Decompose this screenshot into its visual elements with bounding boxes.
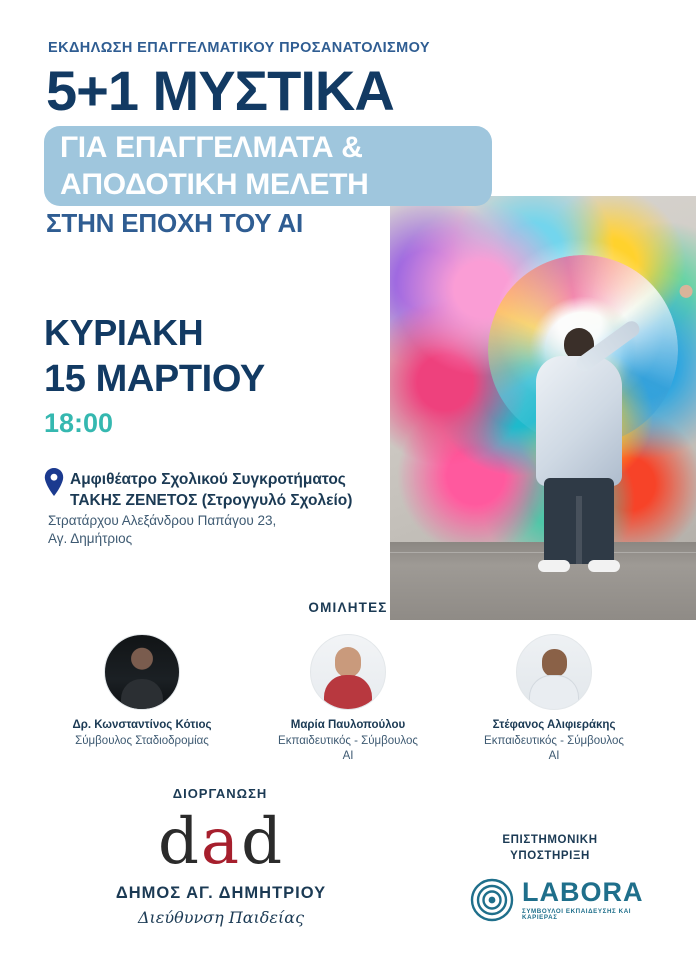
labora-wordmark <box>522 876 644 921</box>
ribbon-text <box>60 130 490 203</box>
person-trousers <box>544 478 614 564</box>
support-label <box>470 832 630 864</box>
speaker-card <box>67 634 217 765</box>
event-day: ΚΥΡΙΑΚΗ <box>44 312 204 353</box>
speaker-role: Εκπαιδευτικός - Σύμβουλος ΑΙ <box>484 734 624 763</box>
address-line-1: Στρατάρχου Αλεξάνδρου Παπάγου 23, <box>48 513 277 528</box>
organizer-label: ΔΙΟΡΓΑΝΩΣΗ <box>172 786 268 801</box>
labora-tagline: ΣΥΜΒΟΥΛΟΙ ΕΚΠΑΙΔΕΥΣΗΣ ΚΑΙ ΚΑΡΙΕΡΑΣ <box>522 907 632 921</box>
venue-address <box>48 512 388 548</box>
hero-artwork <box>390 196 696 620</box>
organizer-department: Διεύθυνση Παιδείας <box>137 908 305 927</box>
support-label-line-1: ΕΠΙΣΤΗΜΟΝΙΚΗ <box>502 834 598 846</box>
speakers-list <box>20 634 676 765</box>
venue-line-2: ΤΑΚΗΣ ΖΕΝΕΤΟΣ (Στρογγυλό Σχολείο) <box>70 491 353 509</box>
venue-name <box>70 470 400 512</box>
labora-logo <box>470 876 642 924</box>
person-shoe-right <box>588 560 620 572</box>
speaker-name: Μαρία Παυλοπούλου <box>290 719 406 731</box>
speaker-avatar <box>104 634 180 710</box>
ribbon-line-1: ΓΙΑ ΕΠΑΓΓΕΛΜΑΤΑ & <box>60 131 363 164</box>
speakers-heading: ΟΜΙΛΗΤΕΣ <box>308 600 388 615</box>
speaker-card <box>273 634 423 765</box>
speaker-name: Δρ. Κωνσταντίνος Κότιος <box>72 719 212 731</box>
person-painting-silhouette <box>518 328 638 578</box>
event-date: 15 ΜΑΡΤΙΟΥ <box>44 358 265 400</box>
logo-letter-middle: a <box>200 805 242 879</box>
logo-letter-right: d <box>241 805 285 879</box>
event-kicker: ΕΚΔΗΛΩΣΗ ΕΠΑΓΓΕΛΜΑΤΙΚΟΥ ΠΡΟΣΑΝΑΤΟΛΙΣΜΟΥ <box>48 40 430 56</box>
spiral-icon <box>470 878 514 922</box>
labora-name: LABORA <box>522 876 644 907</box>
ribbon-line-2: ΑΠΟΔΟΤΙΚΗ ΜΕΛΕΤΗ <box>60 167 369 201</box>
event-time: 18:00 <box>44 408 114 438</box>
logo-letter-left: d <box>157 805 201 879</box>
municipality-logo <box>96 806 346 878</box>
organizer-name: ΔΗΜΟΣ ΑΓ. ΔΗΜΗΤΡΙΟΥ <box>115 884 327 902</box>
speaker-role: Εκπαιδευτικός - Σύμβουλος ΑΙ <box>278 734 418 763</box>
speaker-card <box>479 634 629 765</box>
page-title: 5+1 ΜΥΣΤΙΚΑ <box>46 59 394 122</box>
speaker-role: Σύμβουλος Σταδιοδρομίας <box>75 734 209 747</box>
speaker-avatar <box>310 634 386 710</box>
speaker-name: Στέφανος Αλιφιεράκης <box>492 719 616 731</box>
person-shoe-left <box>538 560 570 572</box>
address-line-2: Αγ. Δημήτριος <box>48 531 133 547</box>
page-subtitle: ΣΤΗΝ ΕΠΟΧΗ ΤΟΥ ΑΙ <box>46 208 304 238</box>
support-label-line-2: ΥΠΟΣΤΗΡΙΞΗ <box>510 850 590 863</box>
venue-line-1: Αμφιθέατρο Σχολικού Συγκροτήματος <box>70 471 346 488</box>
speaker-avatar <box>516 634 592 710</box>
person-shirt <box>536 356 622 486</box>
location-pin-icon <box>44 468 64 496</box>
